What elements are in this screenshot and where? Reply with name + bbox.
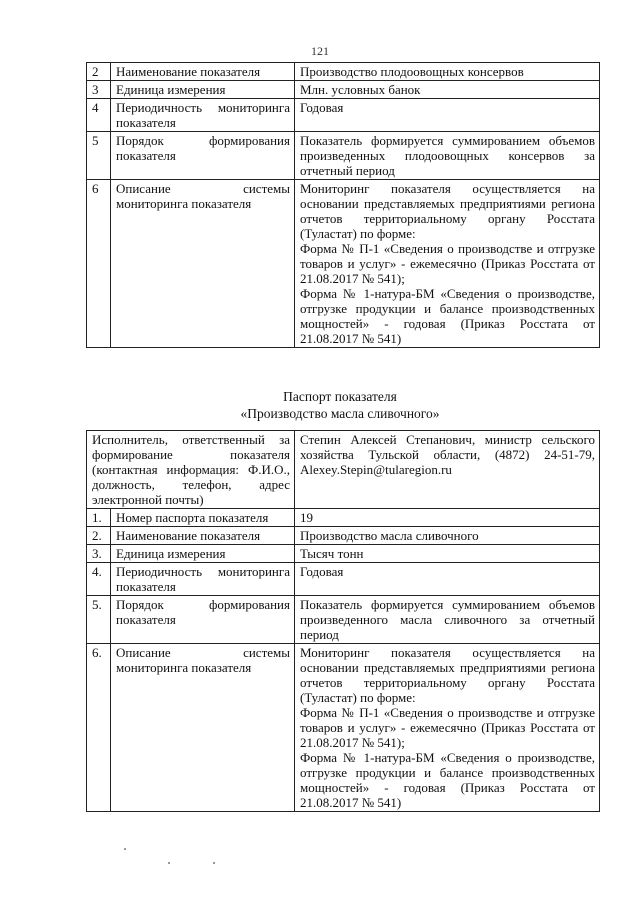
table-row — [87, 132, 600, 180]
row-value-paragraph: Показатель формируется суммированием объемов произведенного масла сливочного за отчетный период — [300, 597, 595, 642]
indicator-table-continued — [86, 62, 600, 348]
row-value — [295, 563, 600, 596]
row-value-paragraph: Тысяч тонн — [300, 546, 364, 561]
row-number: 2. — [87, 527, 111, 545]
row-number: 6 — [87, 180, 111, 348]
row-value-paragraph: Форма № П-1 «Сведения о производстве и отгрузке товаров и услуг» - ежемесячно (Приказ Росстата от 21.08.2017 № 541); — [300, 705, 595, 750]
row-value — [295, 132, 600, 180]
row-value — [295, 545, 600, 563]
row-label: Наименование показателя — [111, 63, 295, 81]
table-row — [87, 563, 600, 596]
row-value-paragraph: Форма № 1-натура-БМ «Сведения о производстве, отгрузке продукции и балансе производственных мощностей» - годовая (Приказ Росстата от 21.08.2017 № 541) — [300, 286, 595, 346]
table-row — [87, 527, 600, 545]
table-row — [87, 545, 600, 563]
row-number: 4. — [87, 563, 111, 596]
table-row — [87, 81, 600, 99]
row-value — [295, 596, 600, 644]
passport-subheading: «Производство масла сливочного» — [240, 406, 440, 421]
row-value — [295, 509, 600, 527]
row-value-paragraph: Млн. условных банок — [300, 82, 421, 97]
row-value-paragraph: Форма № 1-натура-БМ «Сведения о производстве, отгрузке продукции и балансе производственных мощностей» - годовая (Приказ Росстата от 21.08.2017 № 541) — [300, 750, 595, 810]
row-label: Наименование показателя — [111, 527, 295, 545]
table-row — [87, 99, 600, 132]
row-value-paragraph: Производство плодоовощных консервов — [300, 64, 524, 79]
row-value — [295, 81, 600, 99]
row-label: Единица измерения — [111, 81, 295, 99]
executor-value: Степин Алексей Степанович, министр сельского хозяйства Тульской области, (4872) 24-51-79, Alexey.Stepin@tularegion.ru — [295, 431, 600, 509]
row-label: Порядок формирования показателя — [111, 132, 295, 180]
row-label: Периодичность мониторинга показателя — [111, 563, 295, 596]
scan-speck — [168, 862, 170, 864]
row-number: 2 — [87, 63, 111, 81]
row-value-paragraph: Годовая — [300, 100, 344, 115]
row-number: 4 — [87, 99, 111, 132]
row-label: Порядок формирования показателя — [111, 596, 295, 644]
row-value — [295, 644, 600, 812]
row-value-paragraph: Мониторинг показателя осуществляется на основании представляемых предприятиями региона отчетов территориальному органу Росстата (Туластат) по форме: — [300, 181, 595, 241]
table-row-executor — [87, 431, 600, 509]
row-value — [295, 63, 600, 81]
row-value-paragraph: Показатель формируется суммированием объемов произведенных плодоовощных консервов за отчетный период — [300, 133, 595, 178]
row-value — [295, 527, 600, 545]
table-row — [87, 180, 600, 348]
row-number: 6. — [87, 644, 111, 812]
row-number: 5. — [87, 596, 111, 644]
row-label: Номер паспорта показателя — [111, 509, 295, 527]
table-row — [87, 644, 600, 812]
table-row — [87, 63, 600, 81]
row-value-paragraph: Производство масла сливочного — [300, 528, 479, 543]
row-number: 1. — [87, 509, 111, 527]
row-value — [295, 99, 600, 132]
scan-speck — [124, 848, 126, 850]
row-value-paragraph: Мониторинг показателя осуществляется на основании представляемых предприятиями региона отчетов территориальному органу Росстата (Туластат) по форме: — [300, 645, 595, 705]
page-number: 121 — [311, 44, 329, 58]
indicator-passport-table — [86, 430, 600, 812]
table-row — [87, 596, 600, 644]
executor-label: Исполнитель, ответственный за формирование показателя (контактная информация: Ф.И.О., должность, телефон, адрес электронной почты) — [87, 431, 295, 509]
table-row — [87, 509, 600, 527]
row-label: Единица измерения — [111, 545, 295, 563]
row-number: 5 — [87, 132, 111, 180]
row-number: 3. — [87, 545, 111, 563]
row-number: 3 — [87, 81, 111, 99]
row-value — [295, 180, 600, 348]
row-value-paragraph: Форма № П-1 «Сведения о производстве и отгрузке товаров и услуг» - ежемесячно (Приказ Росстата от 21.08.2017 № 541); — [300, 241, 595, 286]
row-value-paragraph: Годовая — [300, 564, 344, 579]
row-label: Описание системы мониторинга показателя — [111, 644, 295, 812]
row-label: Описание системы мониторинга показателя — [111, 180, 295, 348]
row-value-paragraph: 19 — [300, 510, 313, 525]
scan-speck — [213, 862, 215, 864]
passport-heading: Паспорт показателя — [283, 389, 397, 404]
row-label: Периодичность мониторинга показателя — [111, 99, 295, 132]
